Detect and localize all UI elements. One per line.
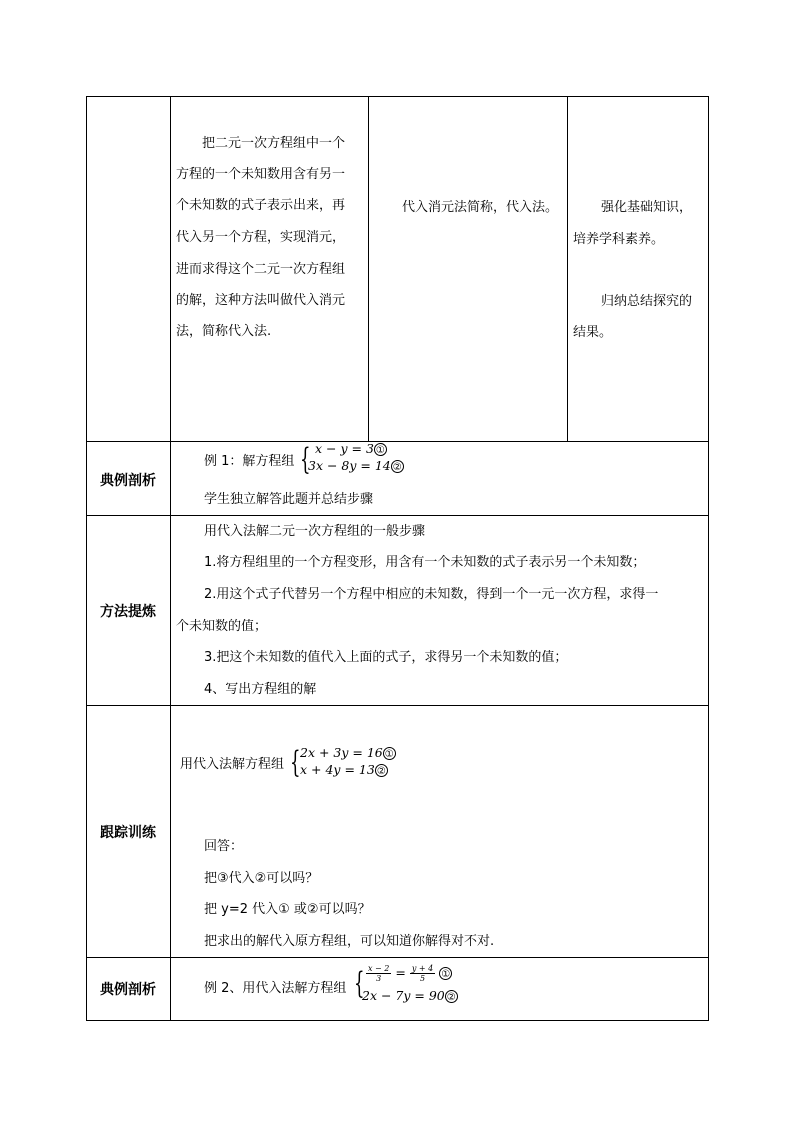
row-divider-2: [86, 515, 709, 516]
example-2-equation-1: [366, 963, 452, 983]
equation-text: x − y = 3: [315, 441, 374, 456]
goal-line-4: 结果。: [573, 325, 613, 340]
column-divider-2: [368, 96, 369, 442]
equation-text: 2x − 7y = 90: [362, 988, 445, 1003]
fraction-denominator: 3: [376, 974, 382, 983]
row-divider-3: [86, 705, 709, 706]
practice-line-1: 回答：: [204, 839, 244, 854]
summary-text: 代入消元法简称，代入法。: [402, 200, 559, 215]
fraction: [410, 964, 435, 983]
row-divider-1: [86, 441, 709, 442]
row-label-practice: 跟踪训练: [100, 825, 156, 841]
equation-number: ②: [445, 990, 458, 1003]
example-1-note: 学生独立解答此题并总结步骤: [204, 492, 374, 507]
practice-equation-1: [300, 745, 396, 761]
table-border-left: [86, 96, 87, 1021]
method-line-5: 3.把这个未知数的值代入上面的式子，求得另一个未知数的值；: [204, 650, 568, 665]
equation-brace: {: [300, 442, 311, 477]
equation-text: x + 4y = 13: [300, 762, 375, 777]
fraction-numerator: y + 4: [411, 964, 434, 973]
equation-number: ②: [391, 460, 404, 473]
goal-line-1: 强化基础知识，: [601, 200, 693, 215]
practice-line-3: 把 y=2 代入① 或②可以吗？: [204, 902, 371, 917]
practice-line-2: 把③代入②可以吗？: [204, 871, 319, 886]
concept-line-6: 的解，这种方法叫做代入消元: [176, 293, 346, 308]
equation-brace: {: [290, 745, 301, 780]
fraction-numerator: x − 2: [368, 964, 390, 973]
table-border-right: [708, 96, 709, 1021]
goal-line-2: 培养学科素养。: [573, 232, 665, 247]
concept-line-1: 把二元一次方程组中一个: [202, 136, 346, 151]
row-divider-4: [86, 957, 709, 958]
row-label-example-1: 典例剖析: [100, 473, 156, 489]
method-line-1: 用代入法解二元一次方程组的一般步骤: [204, 524, 426, 539]
equation-number: ①: [439, 967, 452, 980]
concept-line-4: 代入另一个方程，实现消元，: [176, 230, 346, 245]
fraction: [366, 964, 391, 983]
equation-text: 2x + 3y = 16: [300, 745, 383, 760]
concept-line-2: 方程的一个未知数用含有另一: [176, 167, 346, 182]
column-divider-3: [567, 96, 568, 442]
practice-prefix: 用代入法解方程组: [180, 757, 285, 772]
equation-number: ①: [383, 747, 396, 760]
method-line-4: 个未知数的值；: [176, 619, 268, 634]
equation-text: 3x − 8y = 14: [308, 458, 391, 473]
example-2-equation-2: [362, 988, 458, 1004]
practice-line-4: 把求出的解代入原方程组，可以知道你解得对不对.: [204, 934, 495, 949]
example-1-equation-1: [315, 441, 387, 457]
concept-line-5: 进而求得这个二元一次方程组: [176, 262, 346, 277]
row-label-method: 方法提炼: [100, 604, 156, 620]
method-line-2: 1.将方程组里的一个方程变形，用含有一个未知数的式子表示另一个未知数；: [204, 555, 646, 570]
concept-line-3: 个未知数的式子表示出来，再: [176, 198, 346, 213]
equals-sign: =: [395, 965, 406, 980]
table-border-top: [86, 96, 709, 97]
fraction-denominator: 5: [420, 974, 426, 983]
equation-number: ①: [374, 443, 387, 456]
example-1-equation-2: [308, 458, 404, 474]
equation-brace: {: [354, 966, 365, 1001]
method-line-3: 2.用这个式子代替另一个方程中相应的未知数，得到一个一元一次方程，求得一: [204, 587, 659, 602]
goal-line-3: 归纳总结探究的: [601, 294, 693, 309]
example-2-prefix: 例 2、用代入法解方程组: [204, 981, 347, 996]
concept-line-7: 法，简称代入法.: [176, 324, 272, 339]
column-divider: [170, 96, 171, 1021]
method-line-6: 4、写出方程组的解: [204, 682, 317, 697]
equation-number: ②: [375, 764, 388, 777]
table-border-bottom: [86, 1020, 709, 1021]
practice-equation-2: [300, 762, 388, 778]
row-label-example-2: 典例剖析: [100, 982, 156, 998]
example-1-prefix: 例 1：解方程组: [204, 454, 295, 469]
